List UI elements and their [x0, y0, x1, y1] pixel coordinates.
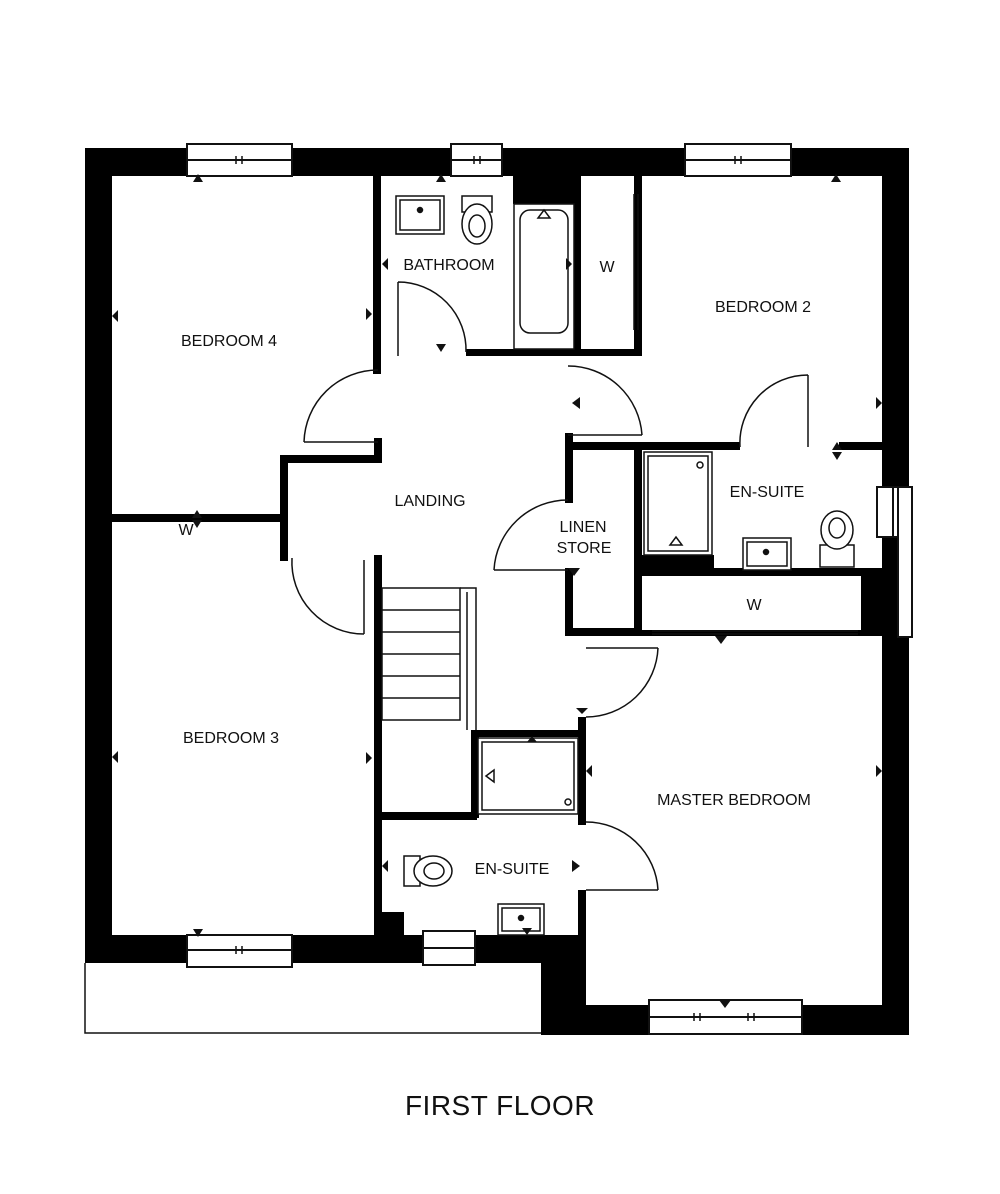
- label-bathroom: BATHROOM: [403, 257, 495, 274]
- label-landing: LANDING: [394, 493, 466, 510]
- door-linen-store: [494, 500, 568, 570]
- basin-bathroom-icon: [396, 196, 444, 234]
- label-bedroom-3: BEDROOM 3: [182, 730, 280, 747]
- window-bedroom-4: [187, 144, 292, 176]
- external-walls: [85, 148, 909, 1035]
- door-bathroom: [398, 282, 466, 356]
- label-master-bedroom: MASTER BEDROOM: [657, 792, 811, 809]
- toilet-ensuite-upper-icon: [820, 511, 854, 567]
- label-bedroom-4: BEDROOM 4: [180, 333, 278, 350]
- window-bedroom-2: [685, 144, 791, 176]
- label-wardrobe-master: W: [746, 597, 762, 614]
- window-ensuite-lower: [423, 931, 475, 965]
- label-linen-store-2: STORE: [556, 540, 612, 557]
- toilet-ensuite-lower-icon: [404, 856, 452, 886]
- window-bathroom: [451, 144, 502, 176]
- door-bedroom-3: [292, 558, 364, 634]
- basin-ensuite-upper-icon: [743, 538, 791, 570]
- label-ensuite-upper: EN-SUITE: [729, 484, 805, 501]
- label-wardrobe-bathroom-side: W: [599, 259, 615, 276]
- label-ensuite-lower: EN-SUITE: [474, 861, 550, 878]
- roof-outline: [85, 963, 541, 1033]
- label-wardrobe-bed4-bed3: W: [178, 522, 194, 539]
- label-bedroom-2: BEDROOM 2: [714, 299, 812, 316]
- bath-icon: [514, 204, 574, 349]
- door-master-bedroom: [586, 648, 658, 717]
- shower-upper-icon: [644, 452, 712, 555]
- floor-title: FIRST FLOOR: [404, 1090, 596, 1121]
- basin-ensuite-lower-icon: [498, 904, 544, 935]
- window-bedroom-3: [187, 935, 292, 967]
- shower-lower-icon: [478, 738, 578, 814]
- toilet-bathroom-icon: [462, 196, 492, 244]
- door-ensuite-upper: [740, 375, 808, 447]
- label-linen-store-1: LINEN: [559, 519, 607, 536]
- door-ensuite-lower: [586, 822, 658, 890]
- door-bedroom-4: [304, 370, 378, 442]
- staircase: [382, 588, 476, 730]
